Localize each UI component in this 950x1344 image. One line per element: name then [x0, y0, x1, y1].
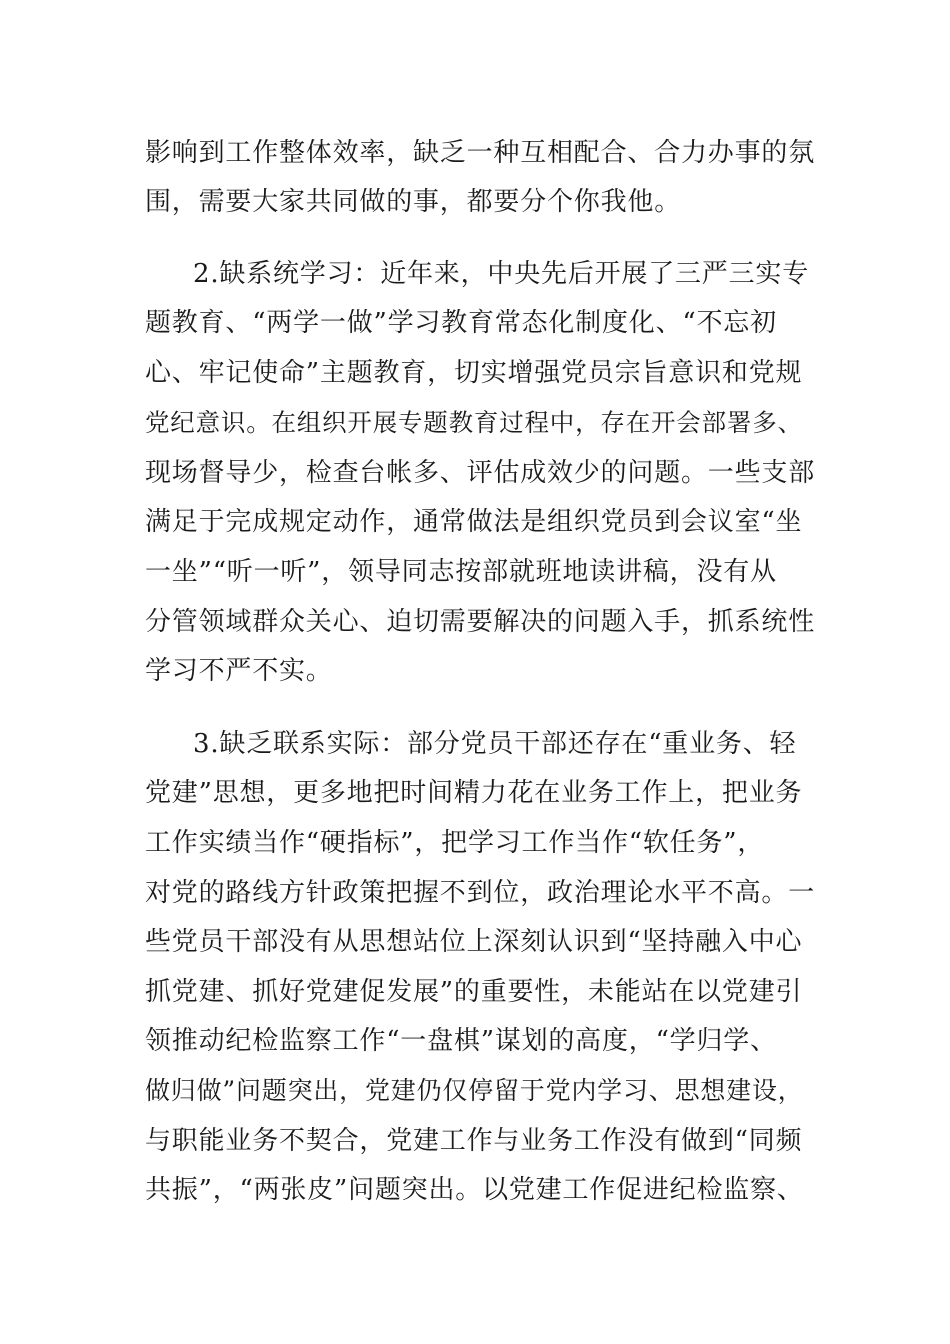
paragraph-1-line-2: 围，需要大家共同做的事，都要分个你我他。 [145, 187, 682, 217]
paragraph-2-line-2: 题教育、“两学一做”学习教育常态化制度化、“不忘初 [145, 308, 777, 338]
paragraph-3-line-8: 做归做”问题突出，党建仍仅停留于党内学习、思想建设， [145, 1076, 804, 1105]
paragraph-2-line-1: 2.缺系统学习：近年来，中央先后开展了三严三实专 [193, 259, 810, 289]
paragraph-3-line-7: 领推动纪检监察工作“一盘棋”谋划的高度，“学归学、 [145, 1026, 777, 1056]
paragraph-3-line-2: 党建”思想，更多地把时间精力花在业务工作上，把业务 [145, 778, 803, 808]
paragraph-3-line-3: 工作实绩当作“硬指标”，把学习工作当作“软任务”， [145, 828, 765, 858]
paragraph-2-line-5: 现场督导少，检查台帐多、评估成效少的问题。一些支部 [145, 458, 816, 488]
paragraph-2-line-9: 学习不严不实。 [145, 656, 333, 686]
paragraph-3-line-6: 抓党建、抓好党建促发展”的重要性，未能站在以党建引 [145, 977, 803, 1007]
paragraph-3-line-1: 3.缺乏联系实际：部分党员干部还存在“重业务、轻 [193, 729, 797, 759]
paragraph-2-line-7: 一坐”“听一听”，领导同志按部就班地读讲稿，没有从 [145, 557, 777, 587]
paragraph-2-line-4: 党纪意识。在组织开展专题教育过程中，存在开会部署多、 [145, 408, 803, 437]
paragraph-1-line-1: 影响到工作整体效率，缺乏一种互相配合、合力办事的氛 [145, 138, 816, 168]
paragraph-3-line-5: 些党员干部没有从思想站位上深刻认识到“坚持融入中心 [145, 927, 803, 957]
paragraph-3-line-9: 与职能业务不契合，党建工作与业务工作没有做到“同频 [145, 1126, 803, 1156]
paragraph-2-line-6: 满足于完成规定动作，通常做法是组织党员到会议室“坐 [145, 507, 803, 537]
paragraph-3-line-10: 共振”，“两张皮”问题突出。以党建工作促进纪检监察、 [145, 1175, 804, 1205]
paragraph-2-line-3: 心、牢记使命”主题教育，切实增强党员宗旨意识和党规 [145, 358, 803, 388]
paragraph-2-line-8: 分管领域群众关心、迫切需要解决的问题入手，抓系统性 [145, 607, 816, 637]
paragraph-3-line-4: 对党的路线方针政策把握不到位，政治理论水平不高。一 [145, 878, 816, 908]
